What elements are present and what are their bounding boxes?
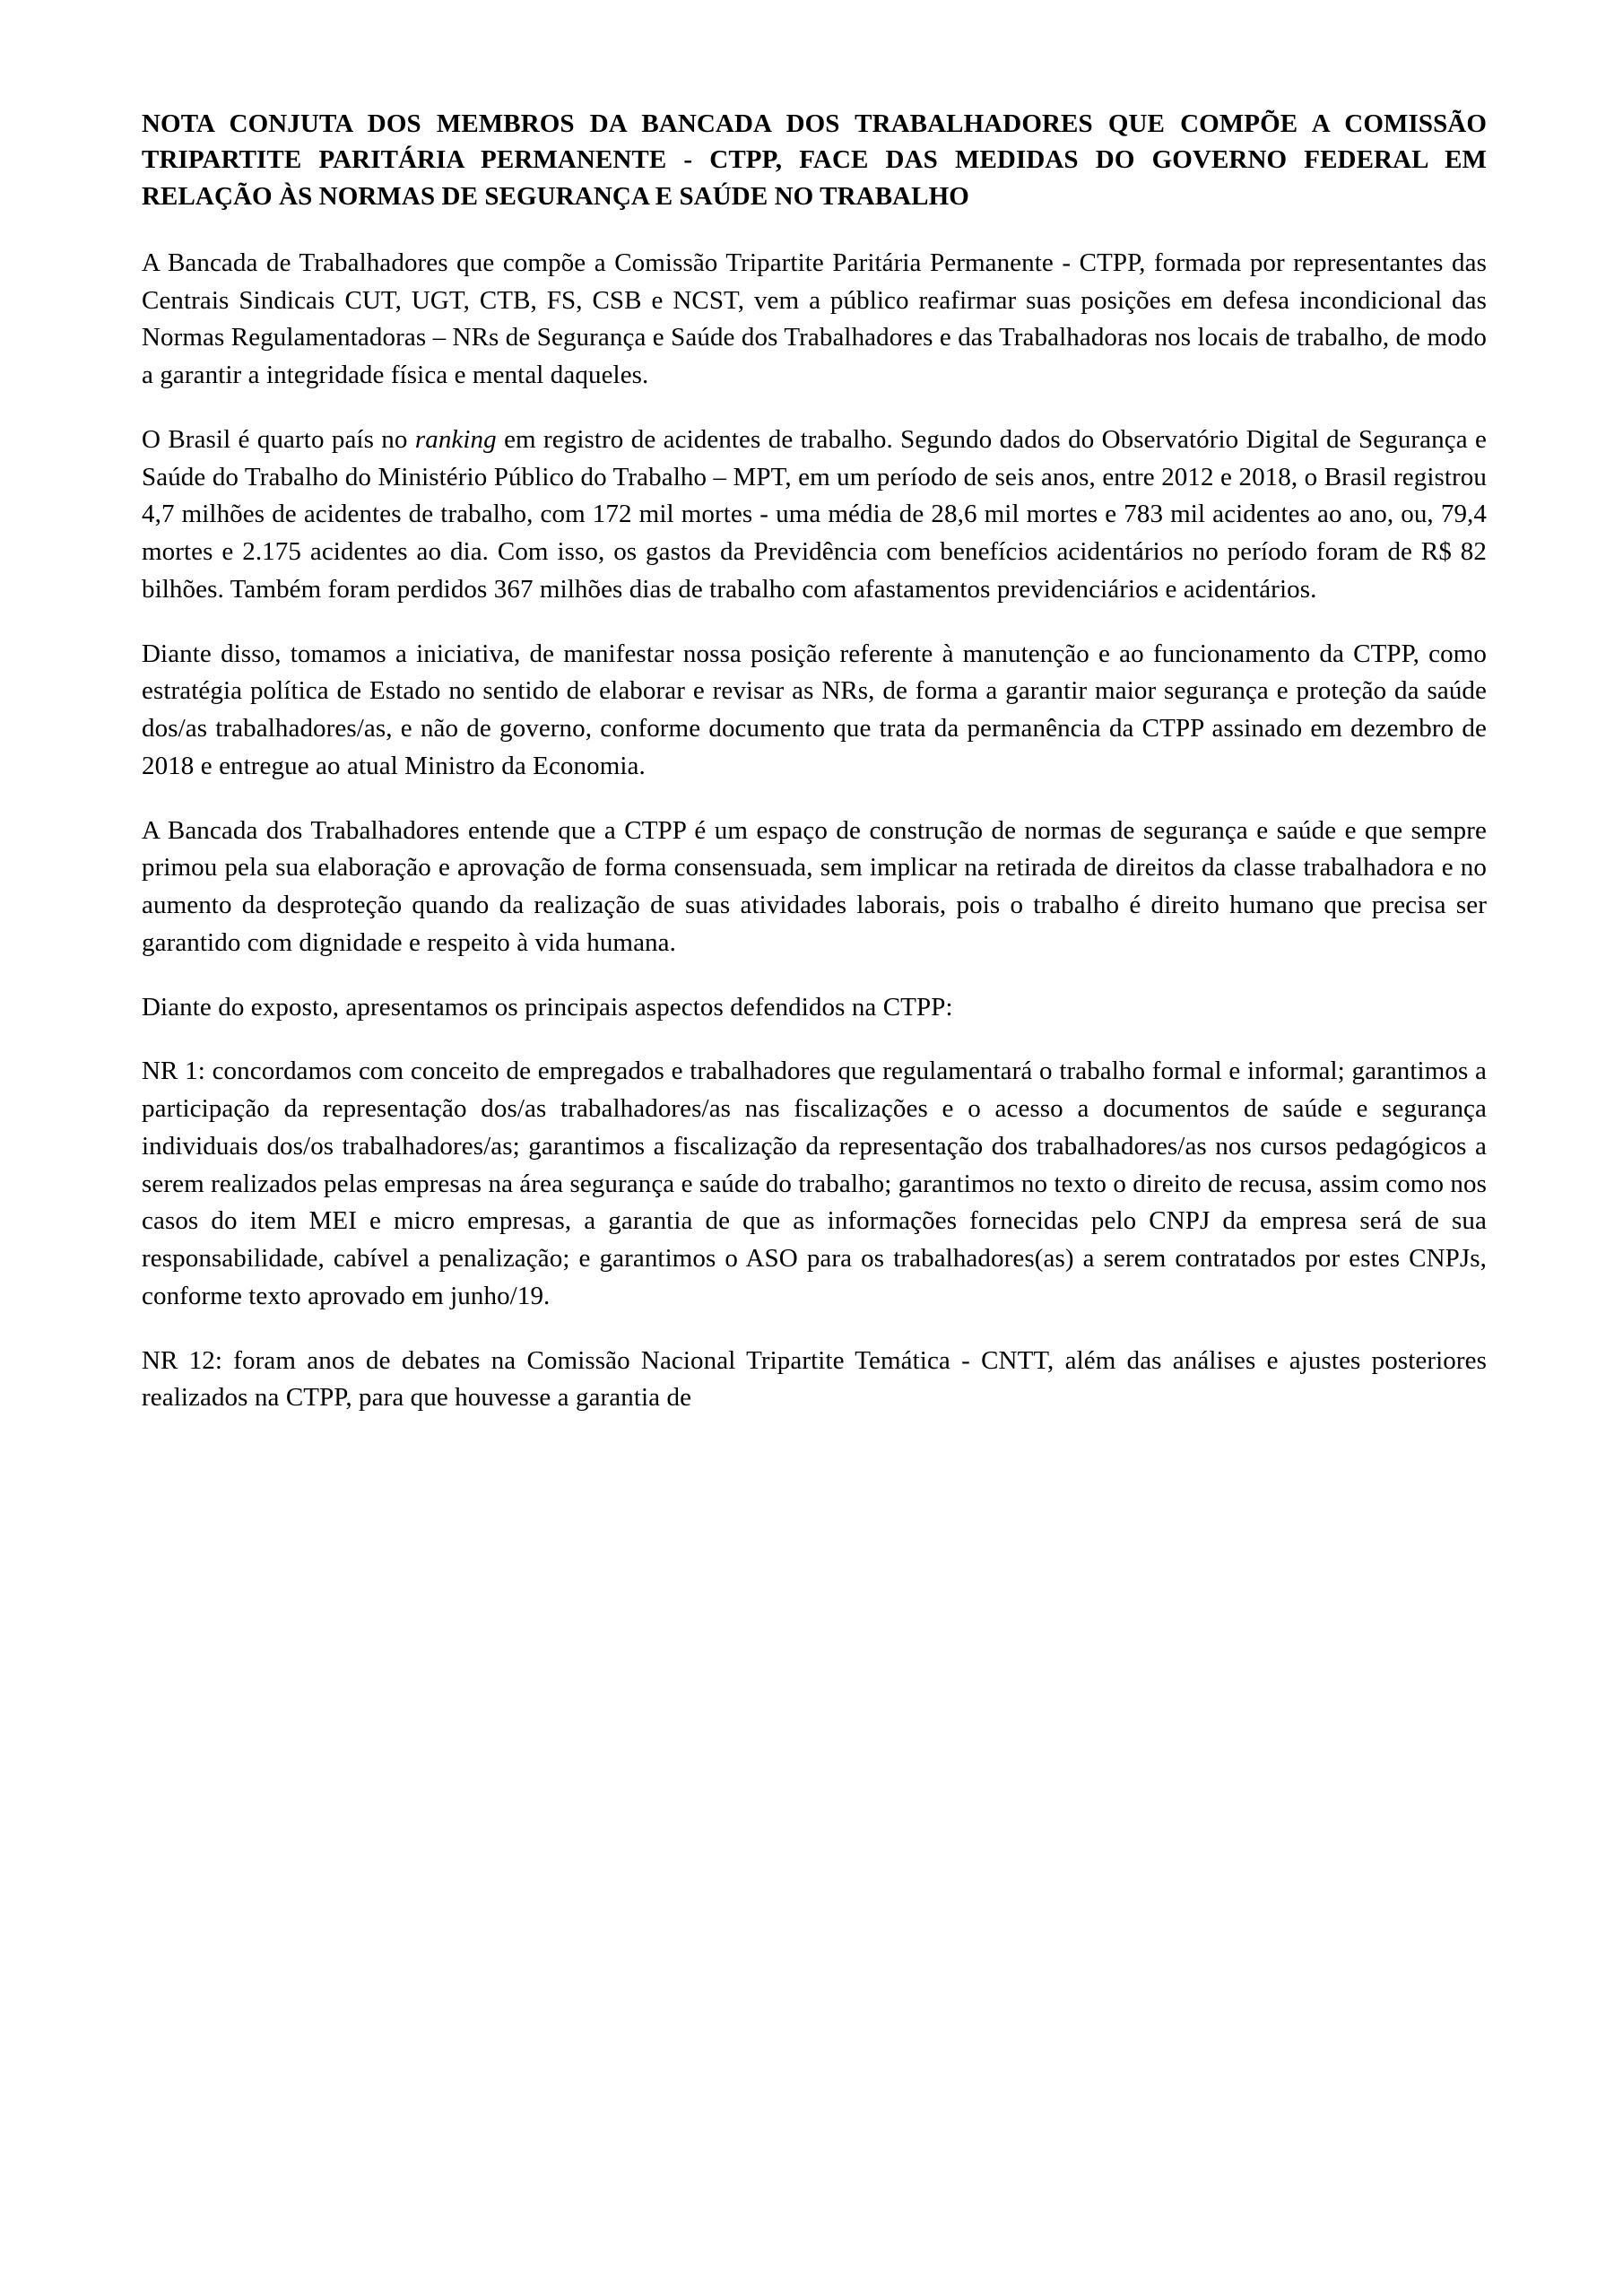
document-title: NOTA CONJUTA DOS MEMBROS DA BANCADA DOS TRABALHADORES QUE COMPÕE A COMISSÃO TRIPARTITE PARITÁRIA PERMANENTE - CTPP, FACE DAS MEDIDAS DO GOVERNO FEDERAL EM RELAÇÃO ÀS NORMAS DE SEGURANÇA E SAÚDE NO TRABALHO (142, 109, 1487, 211)
paragraph-2-text-after: em registro de acidentes de trabalho. Segundo dados do Observatório Digital de Segurança e Saúde do Trabalho do Ministério Público do Trabalho – MPT, em um período de seis anos, entre 2012 e 2018, o Brasil registrou 4,7 milhões de acidentes de trabalho, com 172 mil mortes - uma média de 28,6 mil mortes e 783 mil acidentes ao ano, ou, 79,4 mortes e 2.175 acidentes ao dia. Com isso, os gastos da Previdência com benefícios acidentários no período foram de R$ 82 bilhões. Também foram perdidos 367 milhões dias de trabalho com afastamentos previdenciários e acidentários. (142, 424, 1487, 604)
paragraph-4: A Bancada dos Trabalhadores entende que a CTPP é um espaço de construção de normas de segurança e saúde e que sempre primou pela sua elaboração e aprovação de forma consensuada, sem implicar na retirada de direitos da classe trabalhadora e no aumento da desproteção quando da realização de suas atividades laborais, pois o trabalho é direito humano que precisa ser garantido com dignidade e respeito à vida humana. (142, 815, 1487, 957)
paragraph-5: Diante do exposto, apresentamos os principais aspectos defendidos na CTPP: (142, 992, 953, 1022)
paragraph-nr12: NR 12: foram anos de debates na Comissão Nacional Tripartite Temática - CNTT, além das análises e ajustes posteriores realizados na CTPP, para que houvesse a garantia de (142, 1345, 1487, 1413)
paragraph-1: A Bancada de Trabalhadores que compõe a Comissão Tripartite Paritária Permanente - CTPP, formada por representantes das Centrais Sindicais CUT, UGT, CTB, FS, CSB e NCST, vem a público reafirmar suas posições em defesa incondicional das Normas Regulamentadoras – NRs de Segurança e Saúde dos Trabalhadores e das Trabalhadoras nos locais de trabalho, de modo a garantir a integridade física e mental daqueles. (142, 248, 1487, 390)
paragraph-2 (142, 422, 1487, 609)
paragraph-nr1: NR 1: concordamos com conceito de empregados e trabalhadores que regulamentará o trabalho formal e informal; garantimos a participação da representação dos/as trabalhadores/as nas fiscalizações e o acesso a documentos de saúde e segurança individuais dos/os trabalhadores/as; garantimos a fiscalização da representação dos trabalhadores/as nos cursos pedagógicos a serem realizados pelas empresas na área segurança e saúde do trabalho; garantimos no texto o direito de recusa, assim como nos casos do item MEI e micro empresas, a garantia de que as informações fornecidas pelo CNPJ da empresa será de sua responsabilidade, cabível a penalização; e garantimos o ASO para os trabalhadores(as) a serem contratados por estes CNPJs, conforme texto aprovado em junho/19. (142, 1057, 1487, 1310)
paragraph-2-emphasis: ranking (414, 424, 497, 454)
paragraph-2-text-before: O Brasil é quarto país no (142, 424, 415, 454)
document-body (142, 106, 1487, 1417)
paragraph-3: Diante disso, tomamos a iniciativa, de manifestar nossa posição referente à manutenção e ao funcionamento da CTPP, como estratégia política de Estado no sentido de elaborar e revisar as NRs, de forma a garantir maior segurança e proteção da saúde dos/as trabalhadores/as, e não de governo, conforme documento que trata da permanência da CTPP assinado em dezembro de 2018 e entregue ao atual Ministro da Economia. (142, 639, 1487, 780)
